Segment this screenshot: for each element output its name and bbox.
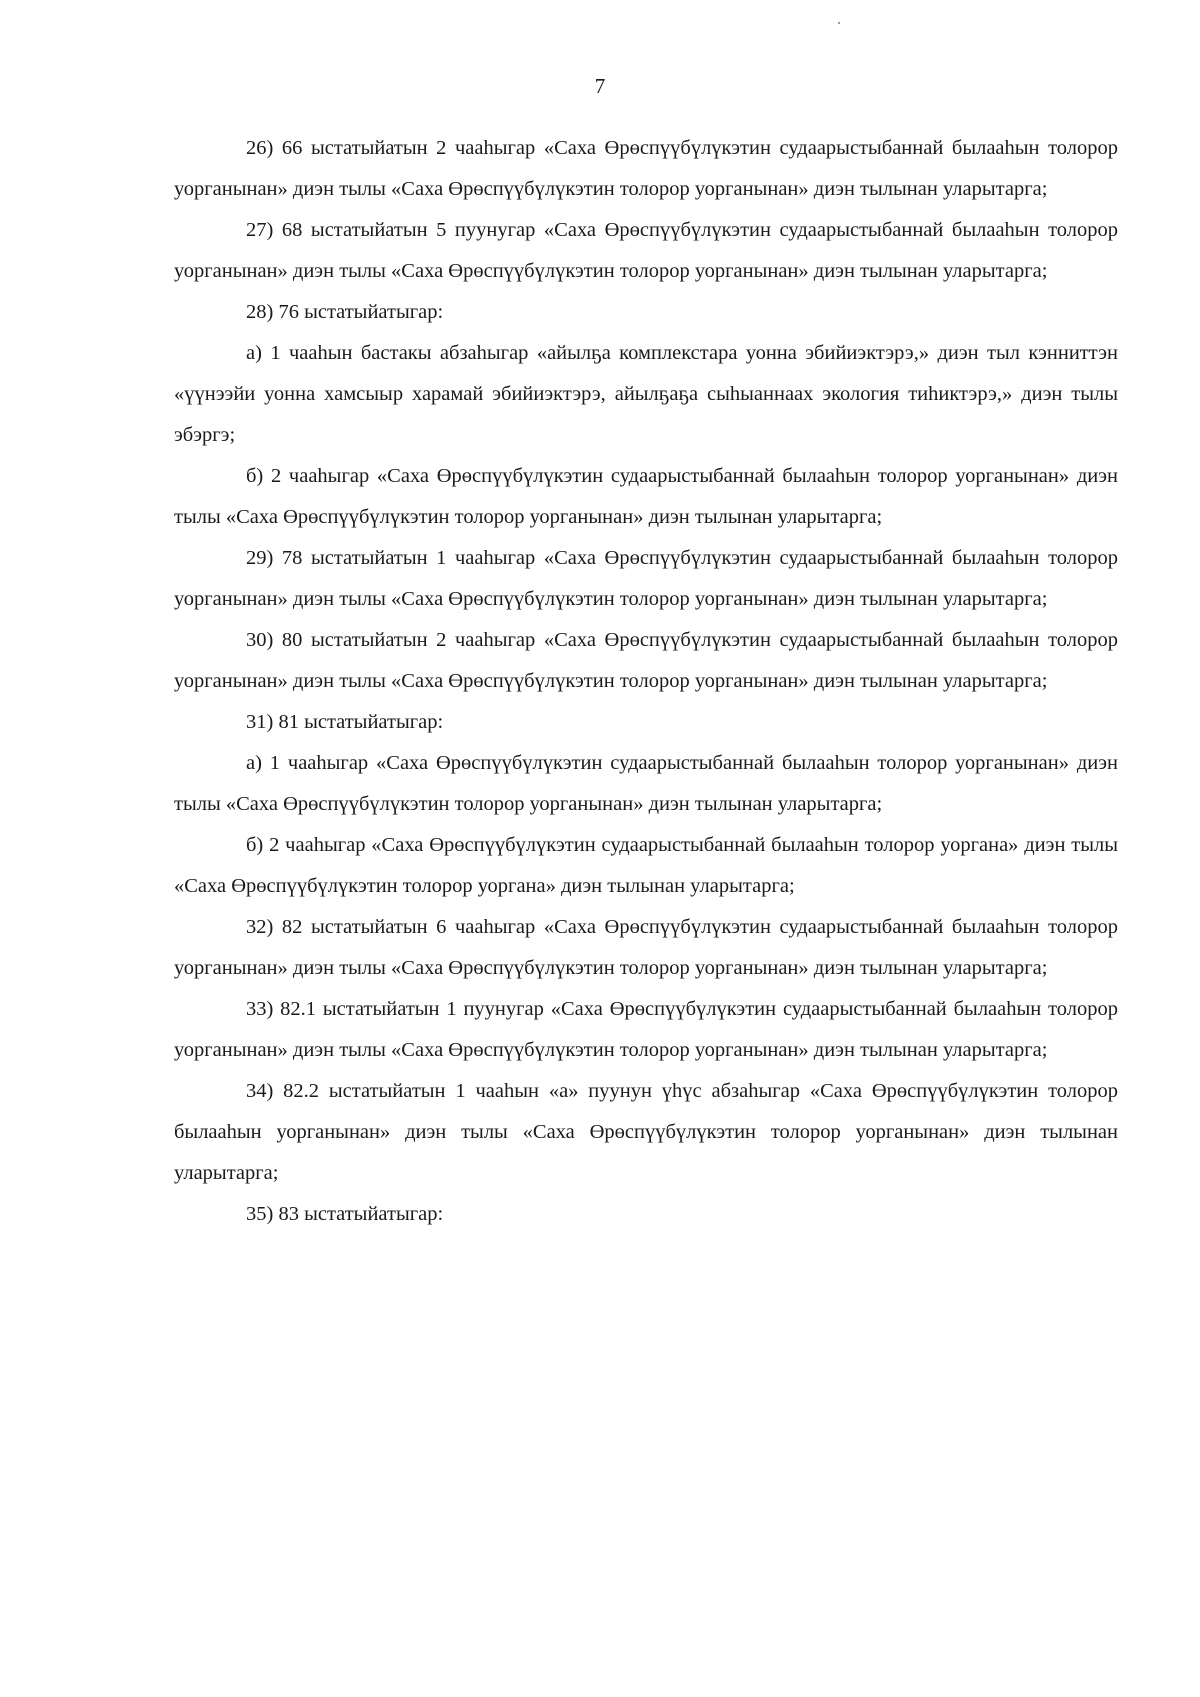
paragraph-35: 35) 83 ыстатыйатыгар: — [246, 1203, 444, 1225]
paragraph-28: 28) 76 ыстатыйатыгар: — [246, 301, 444, 323]
paragraph-33: 33) 82.1 ыстатыйатын 1 пуунугар «Саха Өрөспүүбүлүкэтин судаарыстыбаннай былааһын толорор уорганынан» диэн тылы «Саха Өрөспүүбүлүкэтин толорор уорганынан» диэн тылынан уларытарга; — [174, 998, 1118, 1061]
paragraph-30: 30) 80 ыстатыйатын 2 чааһыгар «Саха Өрөспүүбүлүкэтин судаарыстыбаннай былааһын толорор уорганынан» диэн тылы «Саха Өрөспүүбүлүкэтин толорор уорганынан» диэн тылынан уларытарга; — [174, 629, 1118, 692]
paragraph-31: 31) 81 ыстатыйатыгар: — [246, 711, 444, 733]
paragraph-34: 34) 82.2 ыстатыйатын 1 чааһын «а» пуунун үһүс абзаһыгар «Саха Өрөспүүбүлүкэтин толорор былааһын уорганынан» диэн тылы «Саха Өрөспүүбүлүкэтин толорор уорганынан» диэн тылынан уларытарга; — [174, 1080, 1118, 1184]
paragraph-31-a: а) 1 чааһыгар «Саха Өрөспүүбүлүкэтин судаарыстыбаннай былааһын толорор уорганынан» диэн тылы «Саха Өрөспүүбүлүкэтин толорор уорганынан» диэн тылынан уларытарга; — [174, 752, 1118, 815]
paragraph-29: 29) 78 ыстатыйатын 1 чааһыгар «Саха Өрөспүүбүлүкэтин судаарыстыбаннай былааһын толорор уорганынан» диэн тылы «Саха Өрөспүүбүлүкэтин толорор уорганынан» диэн тылынан уларытарга; — [174, 547, 1118, 610]
paragraph-31-b: б) 2 чааһыгар «Саха Өрөспүүбүлүкэтин судаарыстыбаннай былааһын толорор уоргана» диэн тылы «Саха Өрөспүүбүлүкэтин толорор уоргана» диэн тылынан уларытарга; — [174, 834, 1118, 897]
paragraph-28-a: а) 1 чааһын бастакы абзаһыгар «айылҕа комплекстара уонна эбийиэктэрэ,» диэн тыл кэнниттэн «үүнээйи уонна хамсыыр харамай эбийиэктэрэ, айылҕаҕа сыһыаннаах экология тиһиктэрэ,» диэн тылы эбэргэ; — [174, 342, 1118, 446]
paragraph-28-b: б) 2 чааһыгар «Саха Өрөспүүбүлүкэтин судаарыстыбаннай былааһын толорор уорганынан» диэн тылы «Саха Өрөспүүбүлүкэтин толорор уорганынан» диэн тылынан уларытарга; — [174, 465, 1118, 528]
paragraph-26: 26) 66 ыстатыйатын 2 чааһыгар «Саха Өрөспүүбүлүкэтин судаарыстыбаннай былааһын толорор уорганынан» диэн тылы «Саха Өрөспүүбүлүкэтин толорор уорганынан» диэн тылынан уларытарга; — [174, 137, 1118, 200]
scan-speck — [838, 22, 840, 24]
paragraph-32: 32) 82 ыстатыйатын 6 чааһыгар «Саха Өрөспүүбүлүкэтин судаарыстыбаннай былааһын толорор уорганынан» диэн тылы «Саха Өрөспүүбүлүкэтин толорор уорганынан» диэн тылынан уларытарга; — [174, 916, 1118, 979]
page-number: 7 — [594, 74, 606, 98]
paragraph-27: 27) 68 ыстатыйатын 5 пуунугар «Саха Өрөспүүбүлүкэтин судаарыстыбаннай былааһын толорор уорганынан» диэн тылы «Саха Өрөспүүбүлүкэтин толорор уорганынан» диэн тылынан уларытарга; — [174, 219, 1118, 282]
document-body — [174, 128, 1118, 1235]
